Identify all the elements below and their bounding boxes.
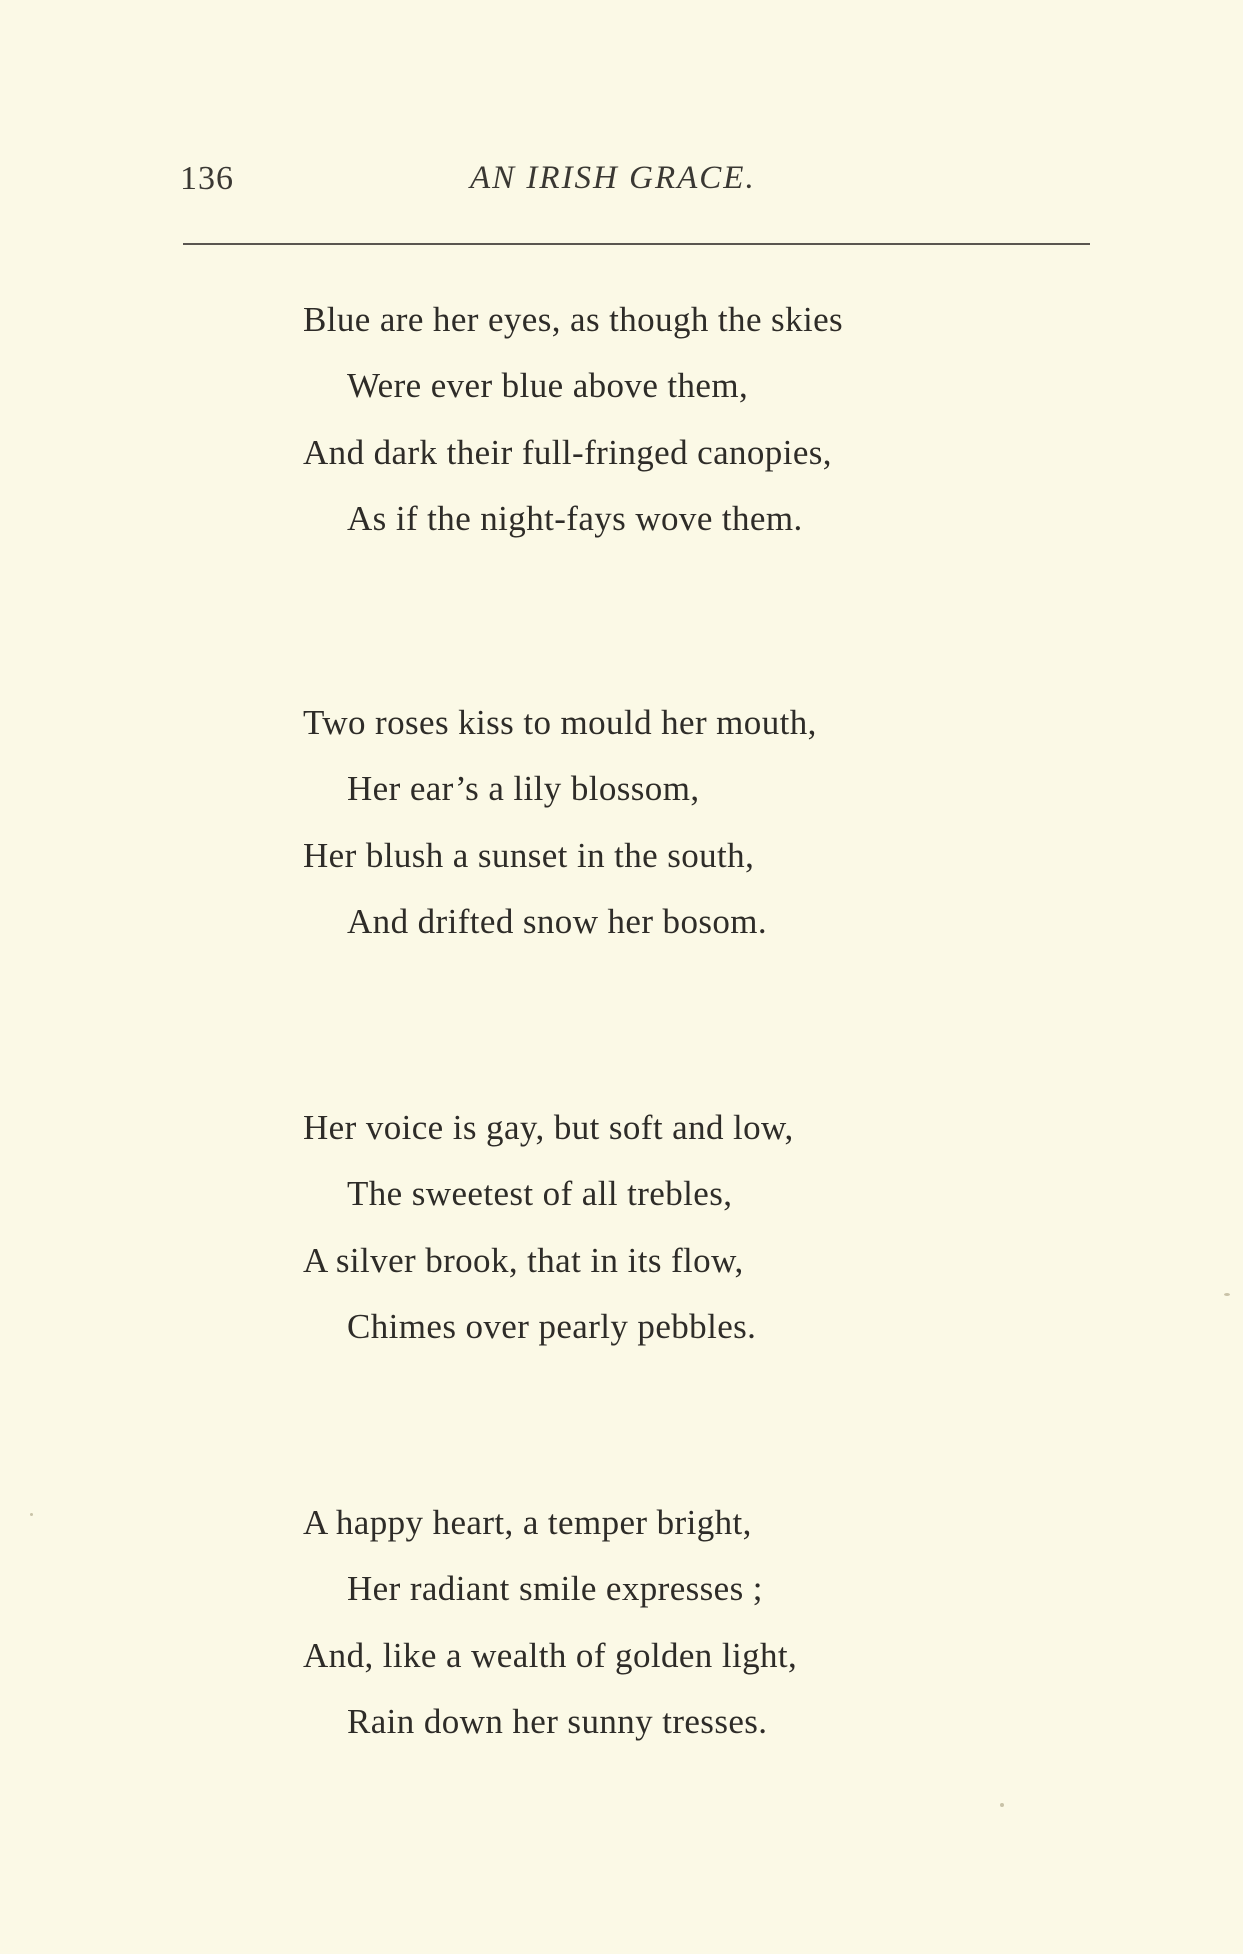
poem-line: And drifted snow her bosom.: [347, 902, 768, 941]
poem-line: Two roses kiss to mould her mouth,: [303, 703, 817, 742]
poem-line: Her radiant smile expresses ;: [347, 1569, 763, 1608]
poem-line: Chimes over pearly pebbles.: [347, 1307, 757, 1346]
poem-line: Her ear’s a lily blossom,: [347, 769, 700, 808]
poem-line: The sweetest of all trebles,: [347, 1174, 733, 1213]
paper-speck: [30, 1513, 33, 1516]
poem-line: A silver brook, that in its flow,: [303, 1241, 744, 1280]
poem-line: And, like a wealth of golden light,: [303, 1636, 798, 1675]
poem-line: Blue are her eyes, as though the skies: [303, 300, 844, 339]
poem-line: As if the night-fays wove them.: [347, 499, 803, 538]
poem-line: Were ever blue above them,: [347, 366, 749, 405]
poem-line: And dark their full-fringed canopies,: [303, 433, 832, 472]
header-rule: [183, 243, 1090, 245]
poem-line: A happy heart, a temper bright,: [303, 1503, 752, 1542]
paper-speck: [1224, 1293, 1230, 1296]
page-number: 136: [180, 160, 234, 197]
poem-line: Rain down her sunny tresses.: [347, 1702, 768, 1741]
poem-line: Her blush a sunset in the south,: [303, 836, 755, 875]
poem-line: Her voice is gay, but soft and low,: [303, 1108, 794, 1147]
running-title: AN IRISH GRACE.: [470, 160, 756, 196]
paper-speck: [1000, 1803, 1004, 1807]
